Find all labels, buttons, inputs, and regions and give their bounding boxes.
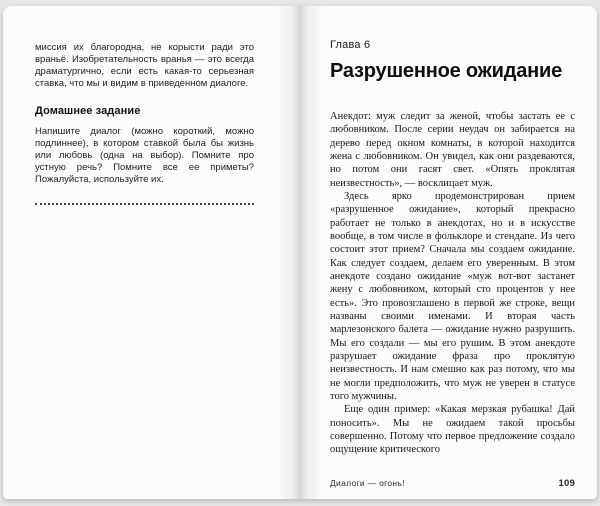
page-footer [330, 478, 575, 489]
answer-dotted-line [35, 203, 254, 205]
page-number: 109 [558, 478, 575, 489]
paragraph-anecdote: Анекдот: муж следит за женой, чтобы застать ее с любовником. После серии неудач он забирается на дерево перед окном комнаты, в которой находится жена с любовником. Он увидел, как они раздеваются, но потом они гасят свет. «Опять проклятая неизвестность», — восклицает муж. [330, 111, 575, 189]
homework-text: Напишите диалог (можно короткий, можно подлиннее), в котором ставкой была бы жизнь или любовь (одна на выбор). Помните про устную речь? Помните все ее приметы? Пожалуйста, используйте их. [35, 125, 254, 185]
right-page-content [300, 6, 597, 457]
left-page [3, 6, 300, 499]
left-intro-text: миссия их благородна, не корысти ради это враньё. Изобретательность вранья — это всегда драматургично, если есть какая-то серьезная ставка, что мы и видим в приведенном диалоге. [35, 42, 254, 89]
right-page [300, 6, 597, 499]
left-page-content [3, 6, 300, 205]
running-title: Диалоги — огонь! [330, 478, 405, 488]
homework-heading: Домашнее задание [35, 104, 141, 117]
chapter-title: Разрушенное ожидание [330, 60, 563, 82]
book-spread [3, 6, 597, 499]
paragraph-explanation: Здесь ярко продемонстрирован прием «разрушенное ожидание», который прекрасно работает не только в анекдотах, но и в искусстве вообще, в том числе в фольклоре и стендапе. Из чего состоит этот прием? Сначала мы создаем ожидание. Как следует создаем, делаем его уверенным. В этом анекдоте создано ожидание «муж вот-вот застанет жену с любовником, который сто процентов у нее есть». Это провозглашено в первой же строке, вещи названы своими именами. И вторая часть марлезонского балета — ожидание нужно разрушить. Мы его создали — мы его рушим. В этом анекдоте разрушает ожидание фраза про проклятую неизвестность. И нам смешно как раз потому, что мы не могли предположить, что муж не уверен в статусе того мужчины. [330, 190, 575, 402]
paragraph-example: Еще один пример: «Какая мерзкая рубашка! Дай поносить». Мы не ожидаем такой просьбы совершенно. Потому что первое предложение создало ощущение критического [330, 404, 575, 456]
chapter-body [330, 110, 575, 457]
chapter-label: Глава 6 [330, 39, 371, 51]
